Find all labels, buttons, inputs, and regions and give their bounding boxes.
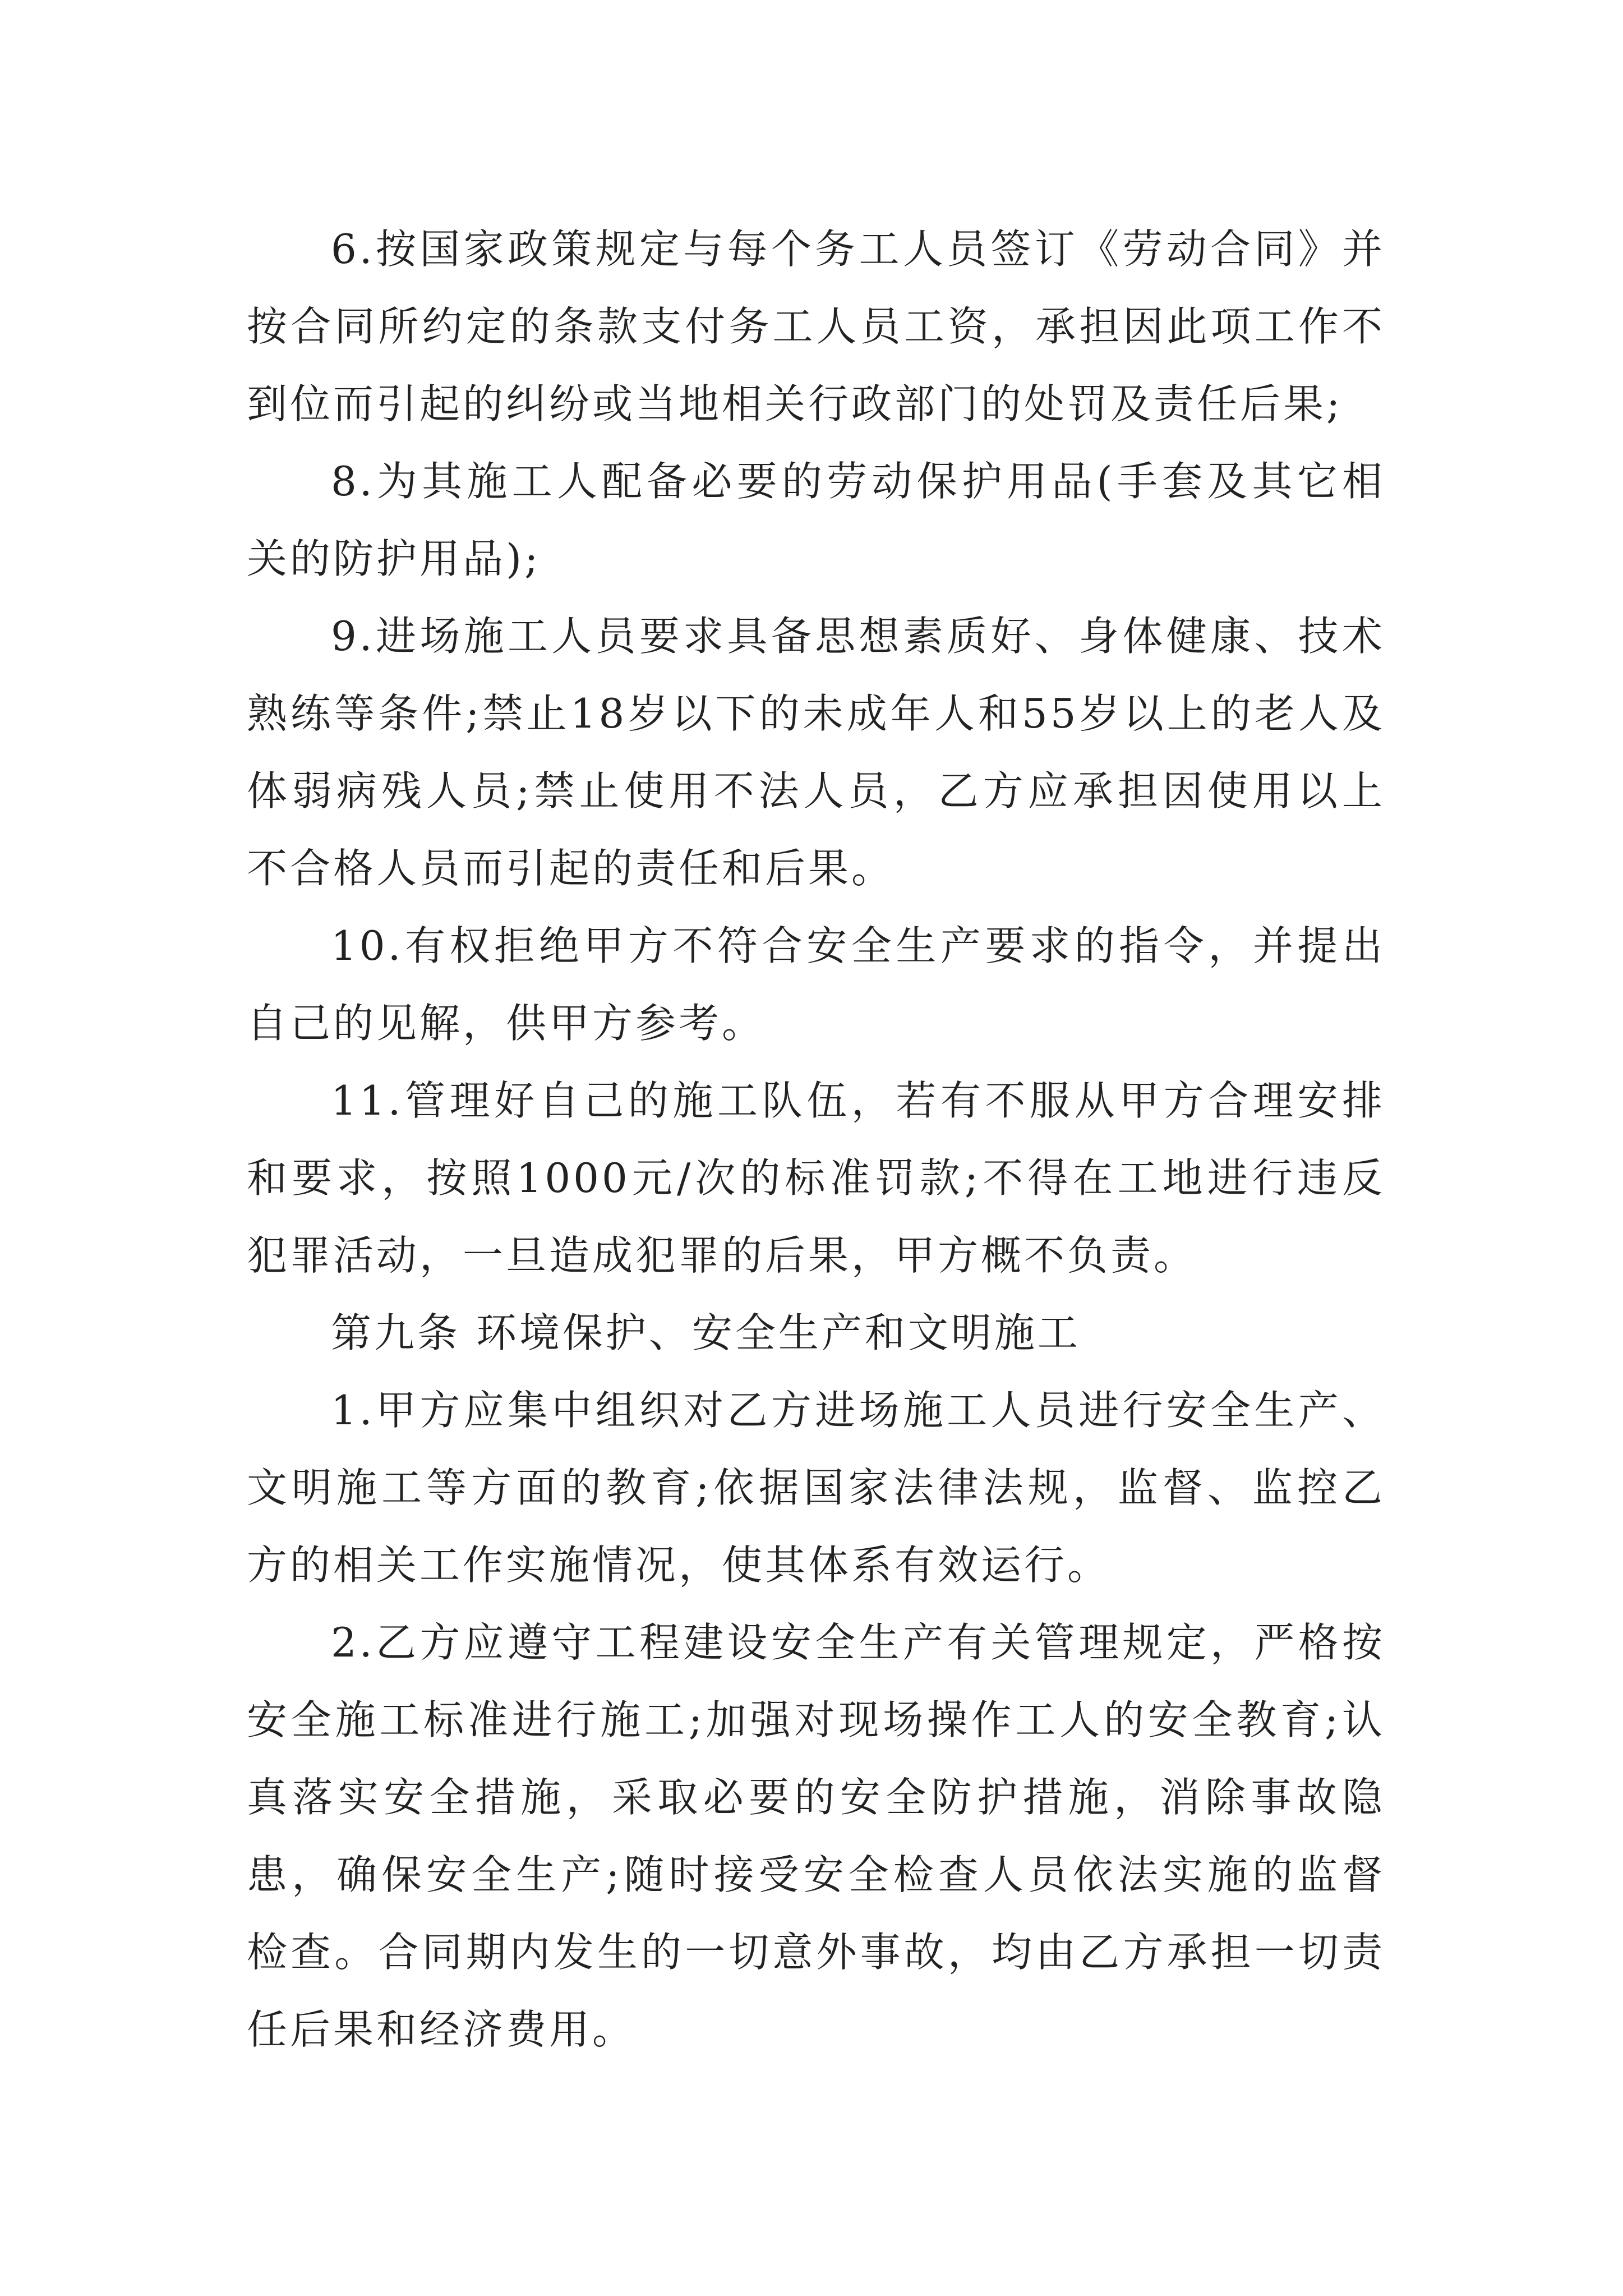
paragraph-item-10: 10.有权拒绝甲方不符合安全生产要求的指令，并提出自己的见解，供甲方参考。: [247, 922, 1385, 1047]
document-body: [247, 210, 1385, 2068]
paragraph-item-9: 9.进场施工人员要求具备思想素质好、身体健康、技术熟练等条件;禁止18岁以下的未成年人和55岁以上的老人及体弱病残人员;禁止使用不法人员，乙方应承担因使用以上不合格人员而引起的责任和后果。: [247, 613, 1385, 892]
section-heading-article-9: 第九条 环境保护、安全生产和文明施工: [331, 1309, 1081, 1356]
paragraph-item-2: 2.乙方应遵守工程建设安全生产有关管理规定，严格按安全施工标准进行施工;加强对现场操作工人的安全教育;认真落实安全措施，采取必要的安全防护措施，消除事故隐患，确保安全生产;随时接受安全检查人员依法实施的监督检查。合同期内发生的一切意外事故，均由乙方承担一切责任后果和经济费用。: [247, 1619, 1385, 2053]
paragraph-item-6: 6.按国家政策规定与每个务工人员签订《劳动合同》并按合同所约定的条款支付务工人员工资，承担因此项工作不到位而引起的纠纷或当地相关行政部门的处罚及责任后果;: [247, 226, 1385, 427]
paragraph-item-8: 8.为其施工人配备必要的劳动保护用品(手套及其它相关的防护用品);: [247, 458, 1385, 582]
paragraph-item-1: 1.甲方应集中组织对乙方进场施工人员进行安全生产、文明施工等方面的教育;依据国家法律法规，监督、监控乙方的相关工作实施情况，使其体系有效运行。: [247, 1387, 1385, 1589]
paragraph-item-11: 11.管理好自己的施工队伍，若有不服从甲方合理安排和要求，按照1000元/次的标准罚款;不得在工地进行违反犯罪活动，一旦造成犯罪的后果，甲方概不负责。: [247, 1077, 1385, 1279]
